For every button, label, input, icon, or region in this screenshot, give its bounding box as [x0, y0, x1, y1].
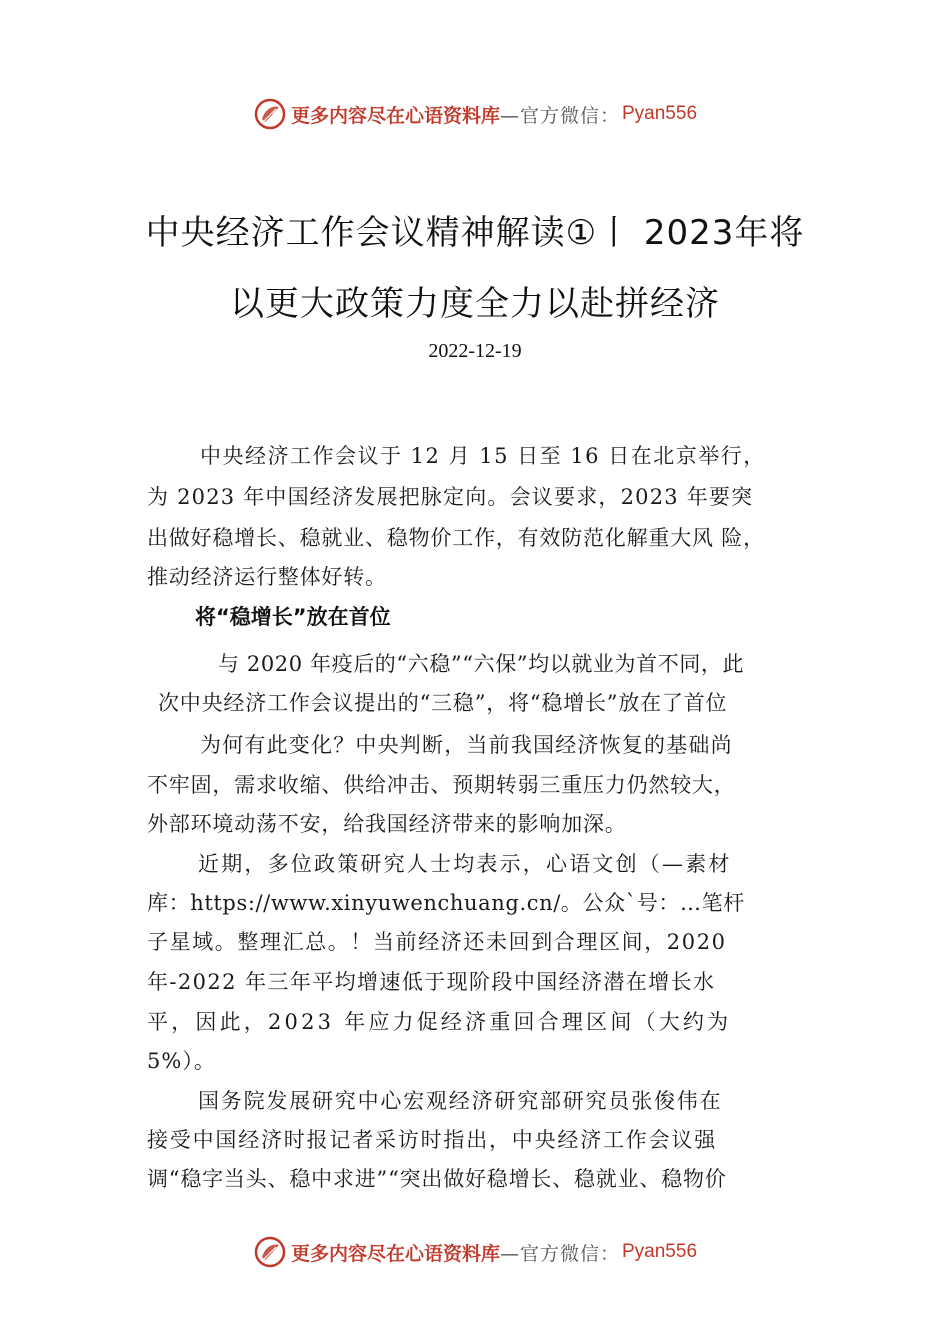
body-line: 调“稳字当头、稳中求进”“突出做好稳增长、稳就业、稳物价: [147, 1167, 727, 1191]
body-line: 近期，多位政策研究人士均表示，心语文创（—素材: [198, 852, 732, 876]
brand-logo-icon: [253, 97, 287, 131]
body-line: 不牢固，需求收缩、供给冲击、预期转弱三重压力仍然较大，: [147, 773, 736, 797]
section-heading: 将“稳增长”放在首位: [195, 605, 391, 629]
wechat-label: —官方微信：: [499, 1242, 620, 1265]
publish-date: 2022-12-19: [428, 340, 522, 362]
body-line: 为 2023 年中国经济发展把脉定向。会议要求，2023 年要突: [147, 485, 754, 509]
body-line: 子星域。整理汇总。！当前经济还未回到合理区间，2020: [147, 930, 727, 954]
body-line: 为何有此变化？中央判断，当前我国经济恢复的基础尚: [200, 733, 733, 757]
body-line: 出做好稳增长、稳就业、稳物价工作，有效防范化解重大风 险，: [147, 526, 765, 550]
page-title-line-1: 中央经济工作会议精神解读①丨 2023年将: [145, 213, 805, 253]
bottom-banner: [0, 1232, 950, 1272]
wechat-label: —官方微信：: [499, 104, 620, 127]
body-line: 平，因此，2023 年应力促经济重回合理区间（大约为: [147, 1010, 732, 1034]
body-line: 中央经济工作会议于 12 月 15 日至 16 日在北京举行，: [200, 444, 766, 468]
body-line: 年-2022 年三年平均增速低于现阶段中国经济潜在增长水: [147, 970, 716, 994]
body-line: 与 2020 年疫后的“六稳”“六保”均以就业为首不同，此: [218, 652, 745, 676]
body-line: 5%）。: [147, 1049, 216, 1073]
body-line: 国务院发展研究中心宏观经济研究部研究员张俊伟在: [198, 1089, 723, 1113]
body-line: 推动经济运行整体好转。: [147, 565, 387, 589]
top-banner: [0, 94, 950, 134]
wechat-id: Pyan556: [622, 103, 698, 124]
promo-text: 更多内容尽在心语资料库: [290, 1242, 500, 1265]
body-line: 外部环境动荡不安，给我国经济带来的影响加深。: [147, 812, 627, 836]
brand-logo-icon: [253, 1235, 287, 1269]
body-line: 库：https://www.xinyuwenchuang.cn/。公众`号：…笔杆: [147, 891, 745, 915]
wechat-id: Pyan556: [622, 1241, 698, 1262]
body-line: 接受中国经济时报记者采访时指出，中央经济工作会议强: [147, 1128, 717, 1152]
promo-text: 更多内容尽在心语资料库: [290, 104, 500, 127]
page-title-line-2: 以更大政策力度全力以赴拼经济: [230, 284, 720, 324]
body-line: 次中央经济工作会议提出的“三稳”，将“稳增长”放在了首位: [158, 691, 728, 715]
